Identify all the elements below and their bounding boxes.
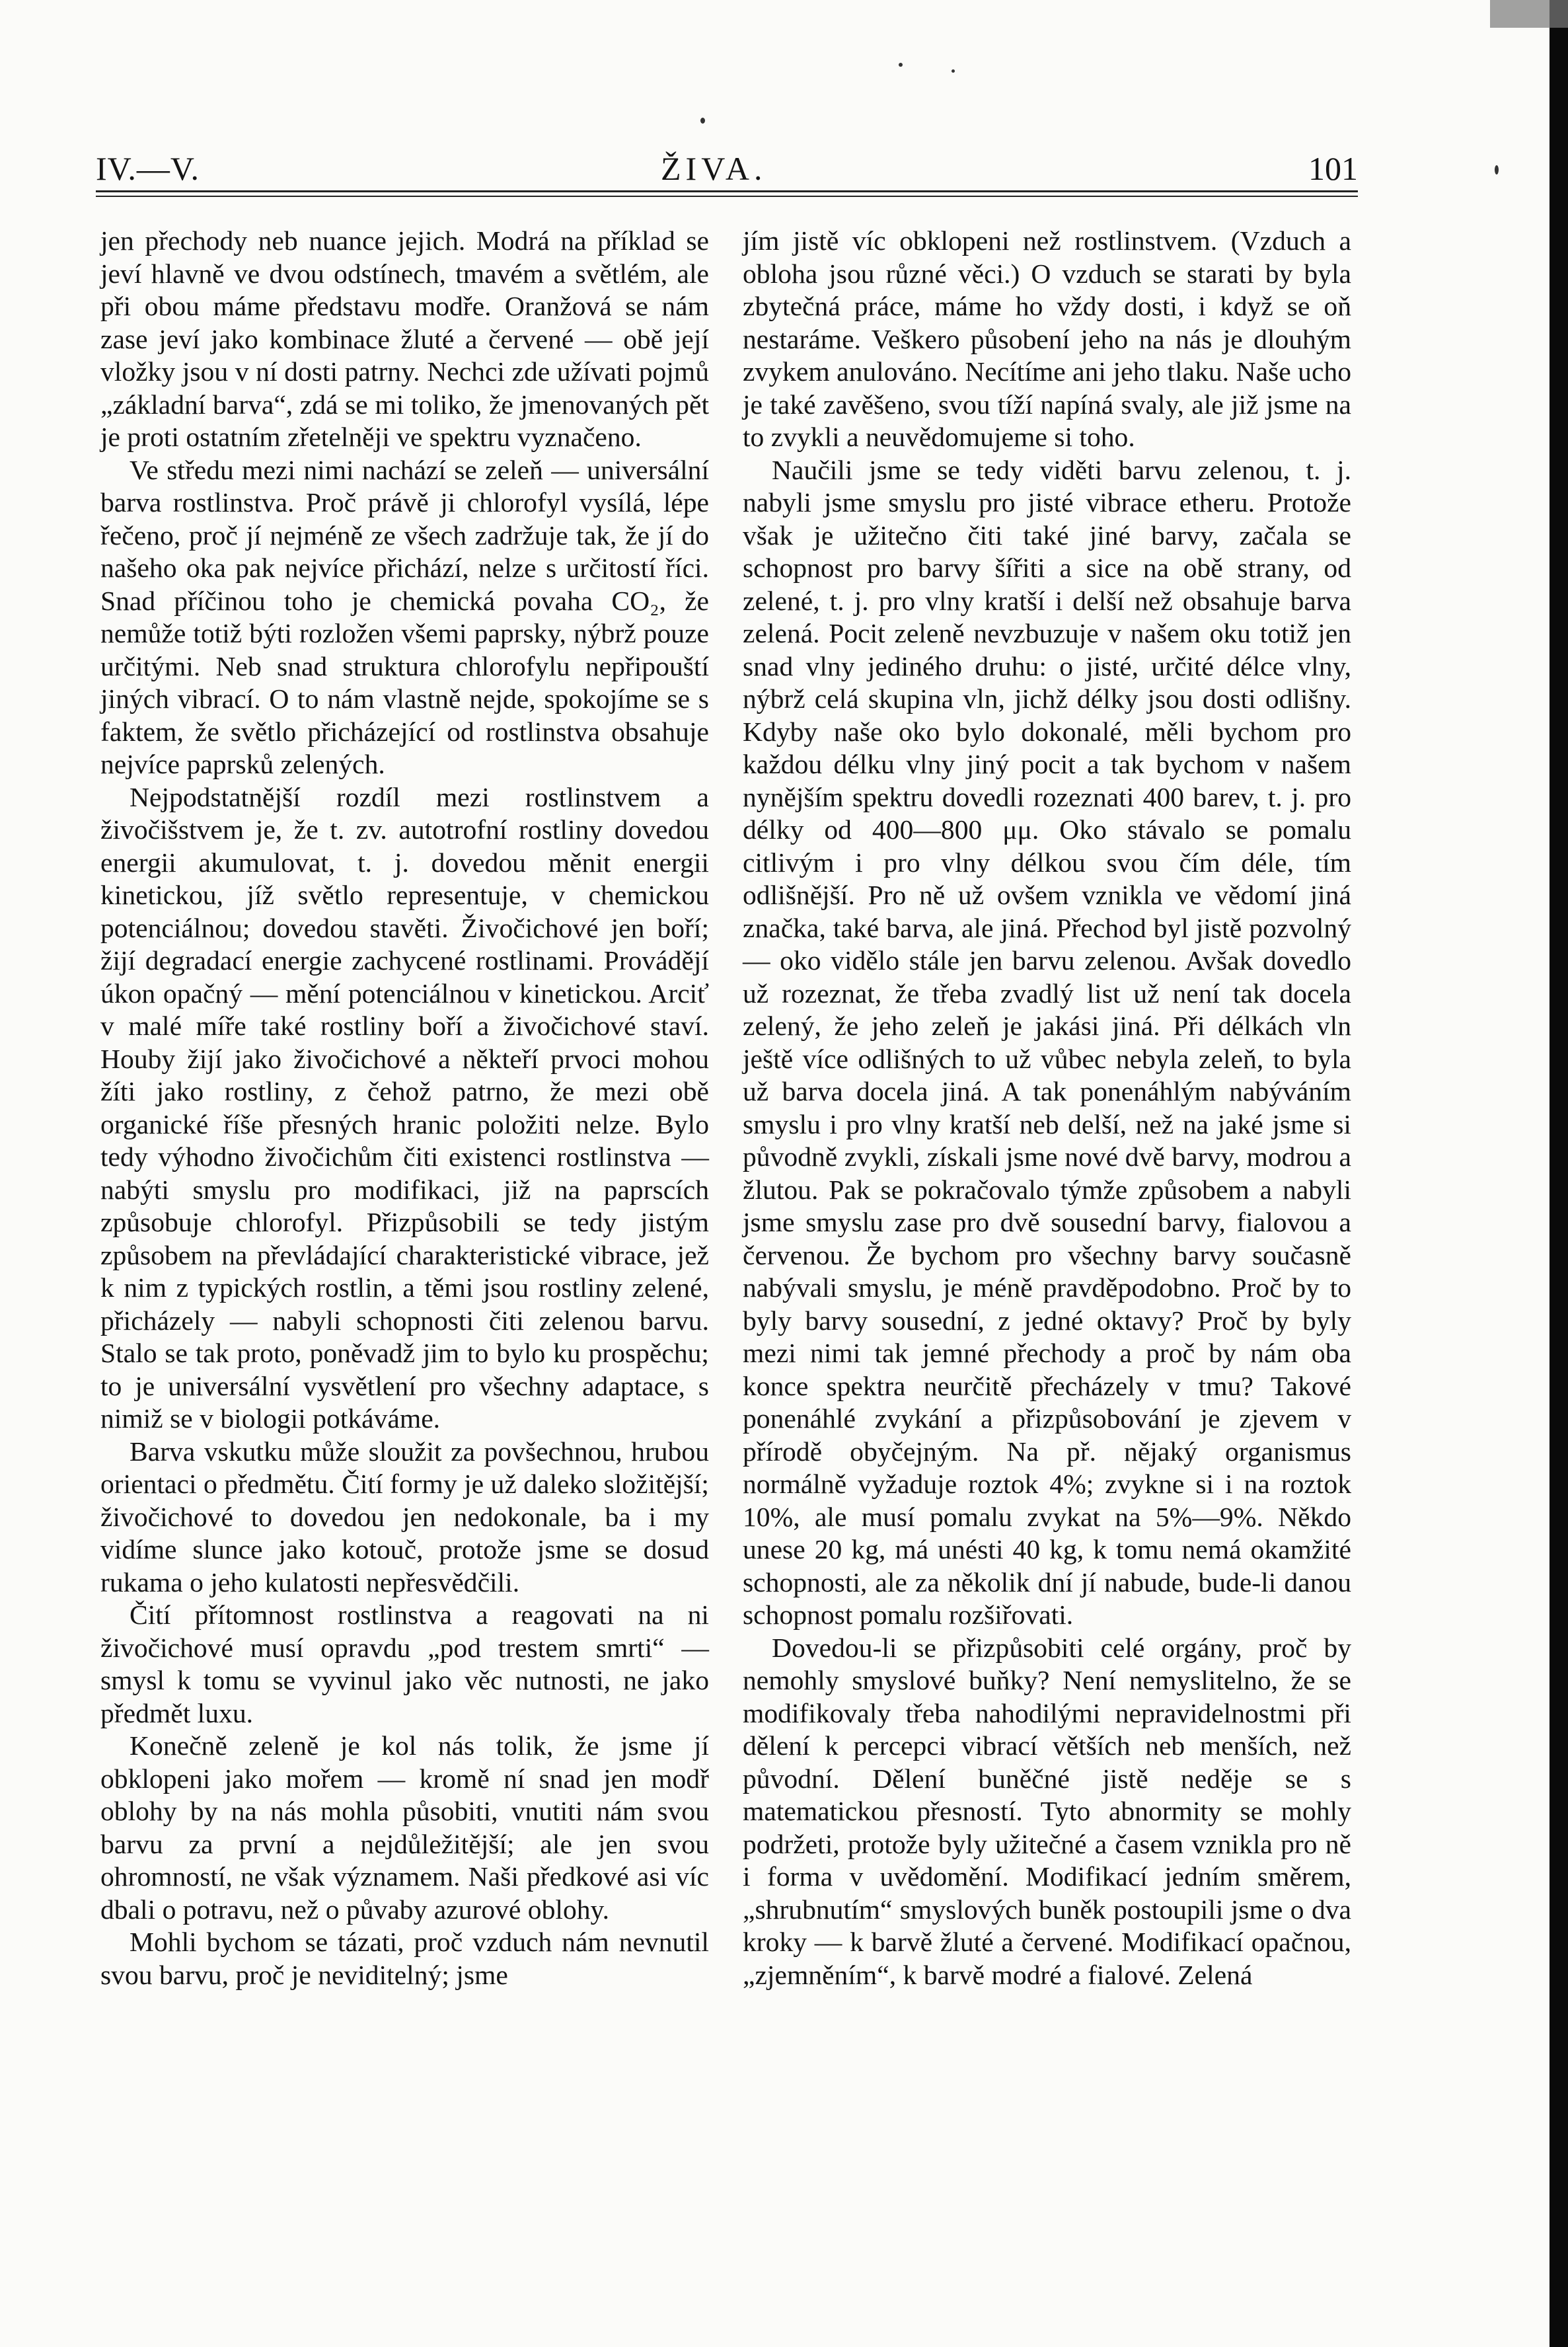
paragraph: Barva vskutku může sloužit za povšechnou, hrubou orientaci o předmětu. Čití formy je už daleko složitější; živočichové to dovedou jen nedokonale, ba i my vidíme slunce jako kotouč, protože jsme se dosud rukama o jeho kulatosti nepřesvědčili.: [100, 1436, 709, 1597]
scan-border: [1549, 0, 1568, 2347]
paragraph: jen přechody neb nuance jejich. Modrá na příklad se jeví hlavně ve dvou odstínech, tmavém a světlém, ale při obou máme představu modře. Oranžová se nám zase jeví jako kombinace žluté a červené — obě její vložky jsou v ní dosti patrny. Nechci zde užívati pojmů „základní barva“, zdá se mi toliko, že jmenovaných pět je proti ostatním zřetelněji ve spektru vyznačeno.: [100, 225, 709, 452]
paragraph: Mohli bychom se tázati, proč vzduch nám nevnutil svou barvu, proč je neviditelný; jsme: [100, 1927, 709, 1990]
header-rule: [96, 190, 1358, 192]
paragraph: Ve středu mezi nimi nachází se zeleň — universální barva rostlinstva. Proč právě ji chlorofyl vysílá, lépe řečeno, proč jí nejméně ze všech zadržuje tak, že jí do našeho oka pak nejvíce přichází, nelze s určitostí říci. Snad příčinou toho je chemická povaha CO₂, že nemůže totiž býti rozložen všemi paprsky, nýbrž pouze určitými. Neb snad struktura chlorofylu nepřipouští jiných vibrací. O to nám vlastně nejde, spokojíme se s faktem, že světlo přicházející od rostlinstva obsahuje nejvíce paprsků zelených.: [100, 454, 709, 779]
scan-speck: [1495, 165, 1499, 174]
page-number: 101: [1308, 150, 1358, 187]
scan-speck: [700, 118, 705, 124]
paragraph: Čití přítomnost rostlinstva a reagovati na ni živočichové musí opravdu „pod trestem smrti“ — smysl k tomu se vyvinul jako věc nutnosti, ne jako předmět luxu.: [100, 1599, 709, 1728]
page-header: [96, 137, 1358, 190]
paragraph: jím jistě víc obklopeni než rostlinstvem. (Vzduch a obloha jsou různé věci.) O vzduch se starati by byla zbytečná práce, máme ho vždy dosti, i když se oň nestaráme. Veškero působení jeho na nás je dlouhým zvykem anulováno. Necítíme ani jeho tlaku. Naše ucho je také zavěšeno, svou tíží napíná svaly, ale již jsme na to zvykli a neuvědomujeme si toho.: [743, 225, 1351, 452]
scan-corner: [1490, 0, 1568, 28]
paragraph: Konečně zeleně je kol nás tolik, že jsme jí obklopeni jako mořem — kromě ní snad jen modř oblohy by na nás mohla působiti, vnutiti nám svou barvu za první a nejdůležitější; ale jen svou ohromností, ne však významem. Naši předkové asi víc dbali o potravu, než o půvaby azurové oblohy.: [100, 1730, 709, 1925]
left-column: [100, 225, 709, 1991]
paragraph: Dovedou-li se přizpůsobiti celé orgány, proč by nemohly smyslové buňky? Není nemyslitelno, že se modifikovaly třeba nahodilými nepravidelnostmi při dělení k percepci vibrací větších neb menších, než původní. Dělení buněčné jistě neděje se s matematickou přesností. Tyto abnormity se mohly podržeti, protože byly užitečné a časem vznikla pro ně i forma v uvědomění. Modifikací jedním směrem, „shrubnutím“ smyslových buněk postoupili jsme o dva kroky — k barvě žluté a červené. Modifikací opačnou, „zjemněním“, k barvě modré a fialové. Zelená: [743, 1632, 1351, 1990]
journal-title: ŽIVA.: [661, 150, 767, 187]
issue-number: IV.—V.: [96, 150, 200, 187]
scan-speck: [899, 63, 903, 67]
right-column: [743, 225, 1351, 1991]
paragraph: Naučili jsme se tedy viděti barvu zelenou, t. j. nabyli jsme smyslu pro jisté vibrace etheru. Protože však je užitečno čiti také jiné barvy, začala se schopnost pro barvy šířiti a sice na obě strany, od zelené, t. j. pro vlny kratší i delší než obsahuje barva zelená. Pocit zeleně nevzbuzuje v našem oku totiž jen snad vlny jediného druhu: o jisté, určité délce vlny, nýbrž celá skupina vln, jichž délky jsou dosti odlišny. Kdyby naše oko bylo dokonalé, měli bychom pro každou délku vlny jiný pocit a tak bychom v našem nynějším spektru dovedli rozeznati 400 barev, t. j. pro délky od 400—800 μμ. Oko stávalo se pomalu citlivým i pro vlny délkou svou čím déle, tím odlišnější. Pro ně už ovšem vznikla ve vědomí jiná značka, také barva, ale jiná. Přechod byl jistě pozvolný — oko vidělo stále jen barvu zelenou. Avšak dovedlo už rozeznat, že třeba zvadlý list už není tak docela zelený, že jeho zeleň je jakási jiná. Při délkách vln ještě více odlišných to už vůbec nebyla zeleň, to byla už barva docela jiná. A tak ponenáhlým nabýváním smyslu i pro vlny kratší neb delší, než na jaké jsme si původně zvykli, získali jsme nové dvě barvy, modrou a žlutou. Pak se pokračovalo týmže způsobem a nabyli jsme smyslu zase pro dvě sousední barvy, fialovou a červenou. Že bychom pro všechny barvy současně nabývali smyslu, je méně pravděpodobno. Proč by to byly barvy sousední, z jedné oktavy? Proč by byly mezi nimi tak jemné přechody a proč by nám oba konce spektra neurčitě přecházely v tmu? Takové ponenáhlé zvykání a přizpůsobování je zjevem v přírodě obyčejným. Na př. nějaký organismus normálně vyžaduje roztok 4%; zvykne si i na roztok 10%, ale musí pomalu zvykat na 5%—9%. Někdo unese 20 kg, má unésti 40 kg, k tomu nemá okamžité schopnosti, ale za několik dní jí nabude, bude-li danou schopnost pomalu rozšiřovati.: [743, 454, 1351, 1630]
scan-speck: [952, 69, 955, 73]
paragraph: Nejpodstatnější rozdíl mezi rostlinstvem a živočišstvem je, že t. zv. autotrofní rostliny dovedou energii akumulovat, t. j. dovedou měnit energii kinetickou, jíž světlo representuje, v chemickou potenciálnou; dovedou stavěti. Živočichové jen boří; žijí degradací energie zachycené rostlinami. Provádějí úkon opačný — mění potenciálnou v kinetickou. Arciť v malé míře také rostliny boří a živočichové staví. Houby žijí jako živočichové a někteří prvoci mohou žíti jako rostliny, z čehož patrno, že mezi obě organické říše přesných hranic položiti nelze. Bylo tedy výhodno živočichům čiti existenci rostlinstva — nabýti smyslu pro modifikaci, již na paprscích způsobuje chlorofyl. Přizpůsobili se tedy jistým způsobem na převládající charakteristické vibrace, jež k nim z typických rostlin, a těmi jsou rostliny zelené, přicházely — nabyli schopnosti čiti zelenou barvu. Stalo se tak proto, poněvadž jim to bylo ku prospěchu; to je universální vysvětlení pro všechny adaptace, s nimiž se v biologii potkáváme.: [100, 781, 709, 1434]
header-rule-double: [96, 196, 1358, 197]
